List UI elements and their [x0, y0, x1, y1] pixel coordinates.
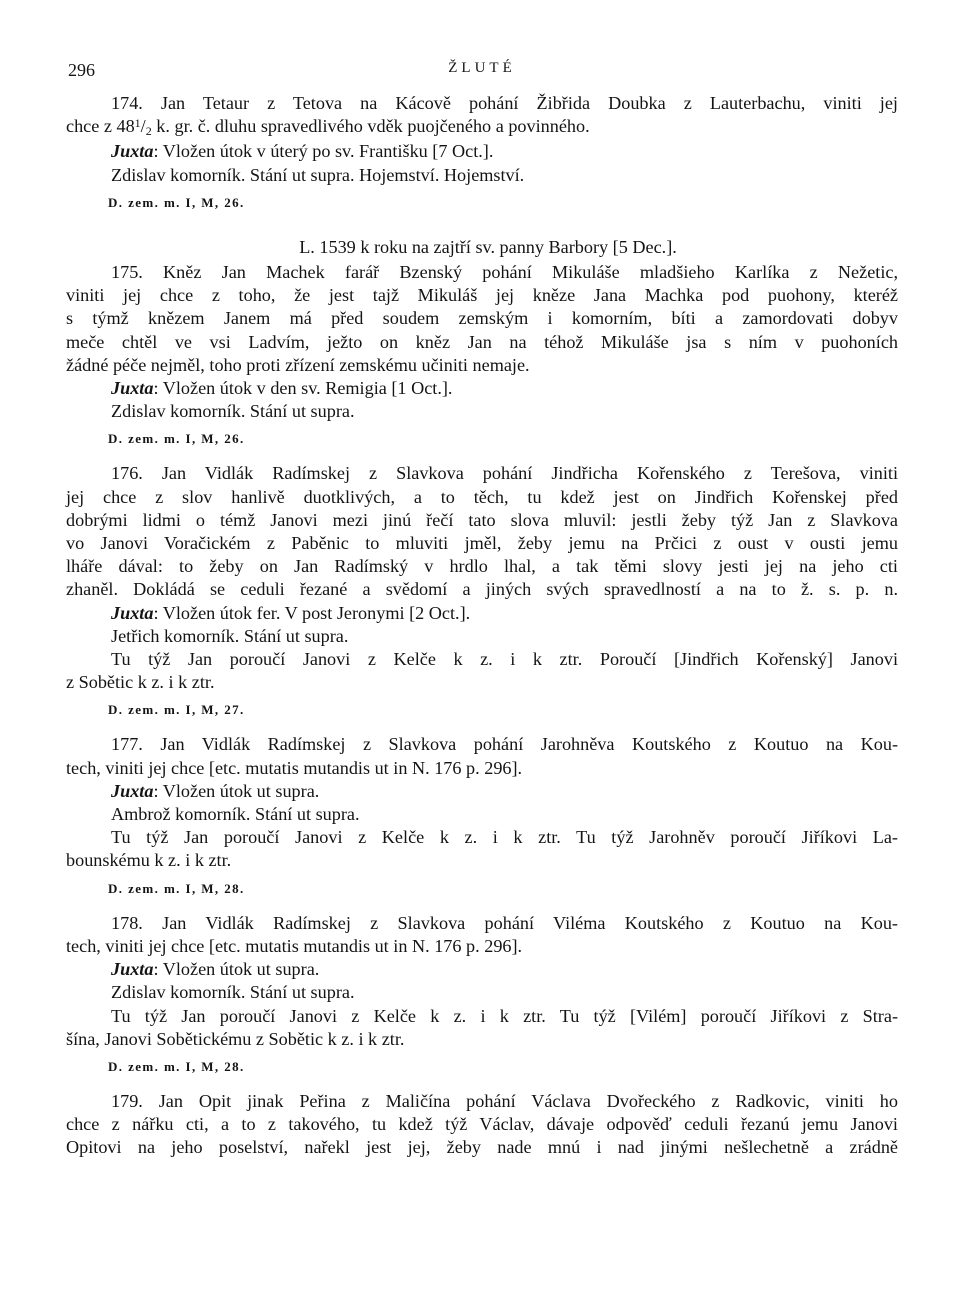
running-head	[66, 56, 898, 82]
entry-179	[66, 1090, 898, 1160]
entry-178	[66, 912, 898, 1076]
entry-line: dobrými lidmi o témž Janovi mezi jinú řečí tato slova mluvil: jestli žeby týž Jan z Slavkova	[66, 509, 898, 530]
year-heading: L. 1539 k roku na zajtří sv. panny Barbory [5 Dec.].	[299, 236, 677, 257]
juxta-text: : Vložen útok v den sv. Remigia [1 Oct.].	[153, 378, 453, 399]
source-reference: D. zem. m. I, M, 26.	[108, 194, 245, 210]
juxta-label: Juxta	[111, 602, 154, 623]
entry-line-with-fraction	[66, 115, 898, 140]
entry-line: tech, viniti jej chce [etc. mutatis mutandis ut in N. 176 p. 296].	[66, 935, 523, 956]
entry-174	[66, 92, 898, 212]
fraction-denominator: 2	[145, 124, 152, 139]
entry-line: 177. Jan Vidlák Radímskej z Slavkova pohání Jarohněva Koutského z Koutuo na Kou-	[111, 734, 898, 755]
note-line: z Sobětic k z. i k ztr.	[66, 672, 215, 693]
note-line: Tu týž Jan poroučí Janovi z Kelče k z. i k ztr. Poroučí [Jindřich Kořenský] Janovi	[111, 649, 898, 670]
entry-175	[66, 261, 898, 448]
source-reference: D. zem. m. I, M, 27.	[108, 702, 245, 718]
note-line: bounskému k z. i k ztr.	[66, 850, 232, 871]
note-line: šína, Janovi Sobětickému z Sobětic k z. i k ztr.	[66, 1028, 405, 1049]
juxta-line	[66, 602, 898, 625]
entry-line: žádné péče nejměl, toho proti zřízení zemskému učiniti nemaje.	[66, 354, 530, 375]
fraction-slash: /	[140, 116, 146, 137]
entry-line: 174. Jan Tetaur z Tetova na Kácově pohání Žibřida Doubka z Lauterbachu, viniti jej	[111, 93, 898, 113]
entry-line: 176. Jan Vidlák Radímskej z Slavkova pohání Jindřicha Kořenského z Terešova, viniti	[111, 463, 898, 484]
entry-line: chce z nářku cti, a to z takového, tu kdež týž Václav, dávaje odpověď ceduli řezanú jemu Janovi	[66, 1114, 898, 1135]
entry-line: Opitovi na jeho poselství, nařekl jest jej, žeby nade mnú i nad jinými nešlechetně a zrádně	[66, 1137, 898, 1158]
officer-line: Zdislav komorník. Stání ut supra.	[111, 982, 355, 1003]
entry-line: s týmž knězem Janem má před soudem zemským i komorním, bíti a zamordovati dobyv	[66, 308, 898, 329]
juxta-line	[66, 958, 898, 981]
juxta-line	[66, 780, 898, 803]
entry-line: viniti jej chce z toho, že jest tajž Mikuláš jej kněze Jana Machka pod puohony, kteréž	[66, 285, 898, 306]
juxta-line	[66, 140, 898, 163]
page-number: 296	[68, 60, 95, 80]
officer-line: Zdislav komorník. Stání ut supra.	[111, 401, 355, 422]
entry-line: lháře dával: to žeby on Jan Radímský v hrdlo lhal, a tak těmi slovy jesti jej na jeho cti	[66, 556, 898, 577]
juxta-label: Juxta	[111, 378, 154, 399]
text-fragment: chce z 48	[66, 116, 135, 137]
entry-177	[66, 733, 898, 897]
juxta-text: : Vložen útok ut supra.	[153, 959, 320, 980]
source-reference: D. zem. m. I, M, 28.	[108, 1058, 245, 1074]
entry-line: meče chtěl ve vsi Ladvím, ježto on kněz Jan na téhož Mikuláše jsa s ním v puohoních	[66, 331, 898, 352]
officer-line: Ambrož komorník. Stání ut supra.	[111, 804, 360, 825]
juxta-label: Juxta	[111, 141, 154, 162]
running-title: ŽLUTÉ	[448, 60, 516, 76]
source-reference: D. zem. m. I, M, 28.	[108, 880, 245, 896]
officer-line: Jetřich komorník. Stání ut supra.	[111, 625, 349, 646]
entry-176	[66, 462, 898, 719]
entry-line: jej chce z slov hanlivě duotklivých, a to těch, tu kdež jest on Jindřich Kořenskej před	[66, 486, 898, 507]
juxta-text: : Vložen útok ut supra.	[153, 780, 320, 801]
entry-line: vo Janovi Voračickém z Paběnic to mluviti jměl, žeby jemu na Prčici z oust v ousti jemu	[66, 533, 898, 554]
juxta-label: Juxta	[111, 780, 154, 801]
entry-line: tech, viniti jej chce [etc. mutatis mutandis ut in N. 176 p. 296].	[66, 757, 523, 778]
juxta-label: Juxta	[111, 959, 154, 980]
entry-line: 175. Kněz Jan Machek farář Bzenský pohání Mikuláše mladšieho Karlíka z Nežetic,	[111, 262, 898, 283]
entry-line: 179. Jan Opit jinak Peřina z Maličína pohání Václava Dvořeckého z Radkovic, viniti ho	[111, 1090, 898, 1111]
source-reference: D. zem. m. I, M, 26.	[108, 431, 245, 447]
text-fragment: k. gr. č. dluhu spravedlivého vděk puojčeného a povinného.	[156, 116, 590, 137]
officer-line: Zdislav komorník. Stání ut supra. Hojemství. Hojemství.	[111, 164, 525, 185]
entry-line: zhaněl. Dokládá se ceduli řezané a svědomí a jiných svých spravedlností a na to ž. s. p. n.	[66, 579, 898, 600]
juxta-text: : Vložen útok fer. V post Jeronymi [2 Oct.].	[153, 602, 471, 623]
juxta-text: : Vložen útok v úterý po sv. Františku [7 Oct.].	[153, 141, 494, 162]
note-line: Tu týž Jan poroučí Janovi z Kelče k z. i k ztr. Tu týž Jarohněv poroučí Jiříkovi La-	[111, 827, 898, 848]
note-line: Tu týž Jan poroučí Janovi z Kelče k z. i k ztr. Tu týž [Vilém] poroučí Jiříkovi z Stra-	[111, 1005, 898, 1026]
page	[66, 56, 898, 1160]
fraction-numerator: 1	[134, 116, 141, 131]
juxta-line	[66, 377, 898, 400]
entry-line: 178. Jan Vidlák Radímskej z Slavkova pohání Viléma Koutského z Koutuo na Kou-	[111, 912, 898, 933]
